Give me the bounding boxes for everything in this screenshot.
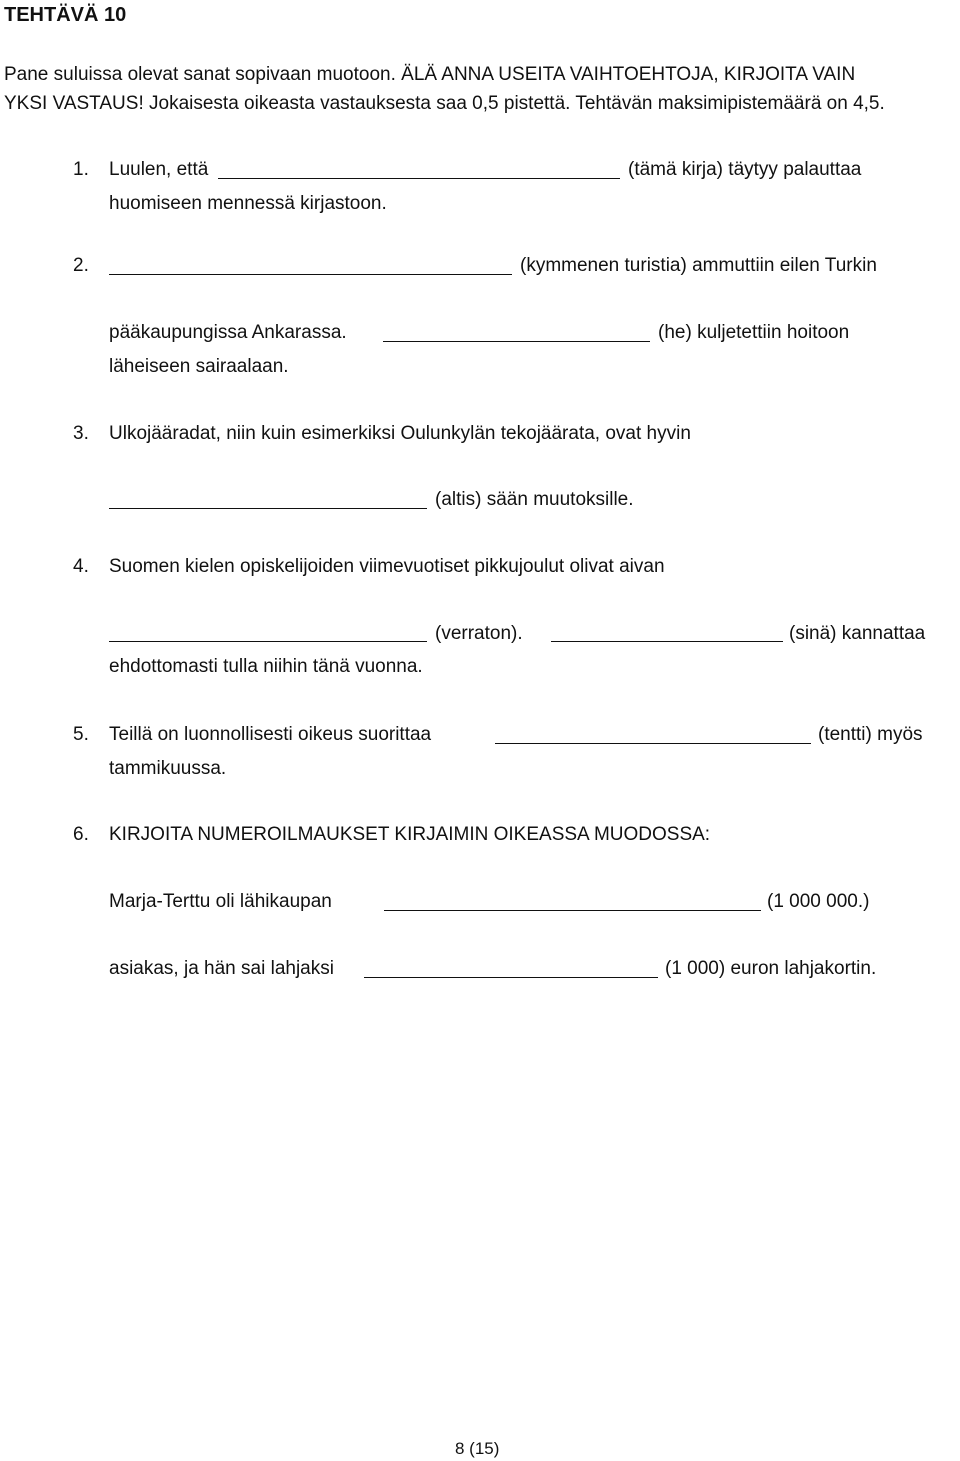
item-1-number: 1.	[73, 159, 89, 180]
item-1-answer-blank[interactable]	[218, 178, 620, 179]
item-4-text-after-2: (sinä) kannattaa	[789, 623, 926, 644]
item-6-answer-blank-1[interactable]	[384, 910, 761, 911]
item-4-line-3: ehdottomasti tulla niihin tänä vuonna.	[109, 656, 423, 677]
item-6-line-1-before: Marja-Terttu oli lähikaupan	[109, 891, 332, 912]
item-5-number: 5.	[73, 724, 89, 745]
item-3-line-1: Ulkojääradat, niin kuin esimerkiksi Oulunkylän tekojäärata, ovat hyvin	[109, 423, 691, 444]
item-3-number: 3.	[73, 423, 89, 444]
item-2-line-2-before: pääkaupungissa Ankarassa.	[109, 322, 347, 343]
item-3-answer-blank[interactable]	[109, 508, 427, 509]
item-4-text-after-1: (verraton).	[435, 623, 523, 644]
item-6-line-2-after: (1 000) euron lahjakortin.	[665, 958, 877, 979]
item-2-line-3: läheiseen sairaalaan.	[109, 356, 289, 377]
page-number: 8 (15)	[455, 1439, 500, 1458]
item-1-text-before: Luulen, että	[109, 159, 209, 180]
item-3-text-after: (altis) sään muutoksille.	[435, 489, 634, 510]
item-6-line-1-after: (1 000 000.)	[767, 891, 870, 912]
item-4-line-1: Suomen kielen opiskelijoiden viimevuotiset pikkujoulut olivat aivan	[109, 556, 665, 577]
item-5-text-before: Teillä on luonnollisesti oikeus suorittaa	[109, 724, 432, 745]
item-2-text-after-1: (kymmenen turistia) ammuttiin eilen Turkin	[520, 255, 877, 276]
item-6-heading: KIRJOITA NUMEROILMAUKSET KIRJAIMIN OIKEASSA MUODOSSA:	[109, 824, 711, 845]
instructions-line-1: Pane suluissa olevat sanat sopivaan muotoon. ÄLÄ ANNA USEITA VAIHTOEHTOJA, KIRJOITA VAIN	[4, 64, 856, 85]
item-2-number: 2.	[73, 255, 89, 276]
item-5-text-after: (tentti) myös	[818, 724, 923, 745]
item-4-number: 4.	[73, 556, 89, 577]
item-6-number: 6.	[73, 824, 89, 845]
item-5-line-2: tammikuussa.	[109, 758, 227, 779]
item-2-answer-blank-2[interactable]	[383, 341, 650, 342]
item-2-line-2-after: (he) kuljetettiin hoitoon	[658, 322, 850, 343]
item-4-answer-blank-2[interactable]	[551, 641, 783, 642]
item-4-answer-blank-1[interactable]	[109, 641, 427, 642]
item-5-answer-blank[interactable]	[495, 743, 811, 744]
instructions-line-2: YKSI VASTAUS! Jokaisesta oikeasta vastauksesta saa 0,5 pistettä. Tehtävän maksimipistemäärä on 4,5.	[4, 93, 885, 114]
page-title: TEHTÄVÄ 10	[4, 4, 127, 26]
item-6-line-2-before: asiakas, ja hän sai lahjaksi	[109, 958, 334, 979]
item-1-line-2: huomiseen mennessä kirjastoon.	[109, 193, 387, 214]
item-6-answer-blank-2[interactable]	[364, 977, 658, 978]
item-2-answer-blank-1[interactable]	[109, 274, 512, 275]
item-1-text-after: (tämä kirja) täytyy palauttaa	[628, 159, 862, 180]
